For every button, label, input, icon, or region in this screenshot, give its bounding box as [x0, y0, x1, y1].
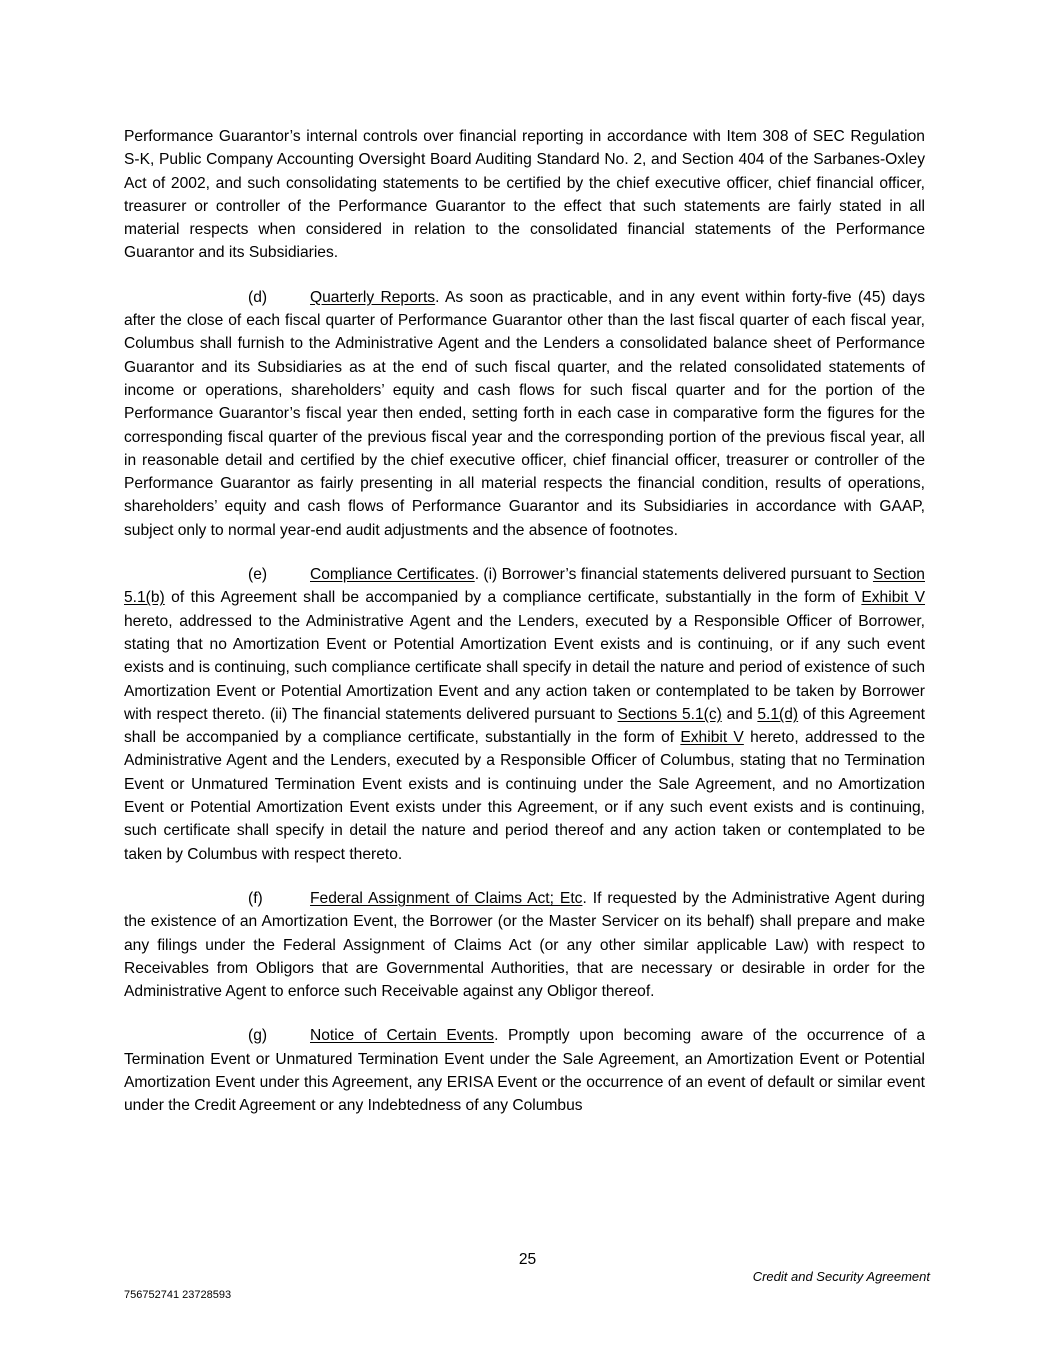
page-number: 25 — [518, 1251, 537, 1268]
text-segment: . If requested by the Administrative Agent during the existence of an Amortization Event, the Borrower (or the Master Servicer on its behalf) shall prepare and make any filings under the Federal Assignment of Claims Act (or any other similar applicable Law) with respect to Receivables from Obligors that are Governmental Authorities, that are necessary or desirable in order for the Administrative Agent to enforce such Receivable against any Obligor thereof. — [124, 889, 925, 1001]
clause-label: (g) — [248, 1027, 268, 1045]
text-segment: and — [721, 705, 758, 723]
clause-heading: Federal Assignment of Claims Act; Etc — [310, 889, 583, 907]
clause-label: (d) — [248, 288, 268, 306]
text-segment: . Promptly upon becoming aware of the occurrence of a Termination Event or Unmatured Termination Event under the Sale Agreement, an Amortization Event or Potential Amortization Event under this Agreement, any ERISA Event or the occurrence of an event of default or similar event under the Credit Agreement or any Indebtedness of any Columbus — [124, 1027, 925, 1115]
footer-document-id: 756752741 23728593 — [124, 1289, 232, 1301]
exhibit-reference: Exhibit V — [861, 589, 925, 607]
clause-heading: Notice of Certain Events — [310, 1027, 495, 1045]
clause-heading: Compliance Certificates — [310, 566, 475, 584]
clause-label: (f) — [248, 889, 263, 907]
exhibit-reference: Exhibit V — [680, 729, 744, 747]
text-segment: of this Agreement shall be accompanied by a compliance certificate, substantially in the form of — [164, 589, 862, 607]
document-body — [124, 125, 925, 1139]
section-reference: Section 5.1(b) — [124, 566, 925, 607]
text-segment: hereto, addressed to the Administrative Agent and the Lenders, executed by a Responsible Officer of Borrower, stating that no Amortization Event or Potential Amortization Event exists and is continuing, or if any such event exists and is continuing, such compliance certificate shall specify in detail the nature and period of existence of such Amortization Event or Potential Amortization Event and any action taken or contemplated to be taken by Borrower with respect thereto. (ii) The financial statements delivered pursuant to — [124, 612, 925, 723]
paragraph-g-notice-of-events — [124, 1024, 925, 1117]
clause-heading: Quarterly Reports — [310, 288, 436, 306]
text-segment: Performance Guarantor’s internal controls over financial reporting in accordance with Item 308 of SEC Regulation S-K, Public Company Accounting Oversight Board Auditing Standard No. 2, and Section 404 of the Sarbanes-Oxley Act of 2002, and such consolidating statements to be certified by the chief executive officer, chief financial officer, treasurer or controller of the Performance Guarantor to the effect that such statements are fairly stated in all material respects when considered in relation to the consolidated financial statements of the Performance Guarantor and its Subsidiaries. — [124, 128, 925, 262]
paragraph-f-federal-assignment — [124, 887, 925, 1003]
footer-document-title: Credit and Security Agreement — [752, 1269, 930, 1284]
paragraph-e-compliance-certificates — [124, 563, 925, 866]
section-reference: 5.1(d) — [757, 705, 799, 723]
text-segment: . (i) Borrower’s financial statements delivered pursuant to — [474, 566, 873, 584]
paragraph-continuation — [124, 125, 925, 265]
clause-label: (e) — [248, 566, 268, 584]
text-segment: . As soon as practicable, and in any event within forty-five (45) days after the close of each fiscal quarter of Performance Guarantor other than the last fiscal quarter of each fiscal year, Columbus shall furnish to the Administrative Agent and the Lenders a consolidated balance sheet of Performance Guarantor and its Subsidiaries as at the end of such fiscal quarter, and the related consolidated statements of income or operations, shareholders’ equity and cash flows for such fiscal quarter and for the portion of the Performance Guarantor’s fiscal year then ended, setting forth in each case in comparative form the figures for the corresponding fiscal quarter of the previous fiscal year and the corresponding portion of the previous fiscal year, all in reasonable detail and certified by the chief executive officer, chief financial officer, treasurer or controller of the Performance Guarantor as fairly presenting in all material respects the financial condition, results of operations, shareholders’ equity and cash flows of Performance Guarantor and its Subsidiaries in accordance with GAAP, subject only to normal year-end audit adjustments and the absence of footnotes. — [124, 288, 926, 539]
paragraph-d-quarterly-reports — [124, 286, 925, 542]
text-segment: of this Agreement shall be accompanied by a compliance certificate, substantially in the form of — [124, 705, 925, 747]
section-reference: Sections 5.1(c) — [617, 705, 722, 723]
text-segment: hereto, addressed to the Administrative Agent and the Lenders, executed by a Responsible Officer of Columbus, stating that no Termination Event or Unmatured Termination Event exists and is continuing under the Sale Agreement, and no Amortization Event or Potential Amortization Event exists under this Agreement, or if any such event exists and is continuing, such certificate shall specify in detail the nature and period thereof and any action taken or contemplated to be taken by Columbus with respect thereto. — [124, 729, 925, 863]
